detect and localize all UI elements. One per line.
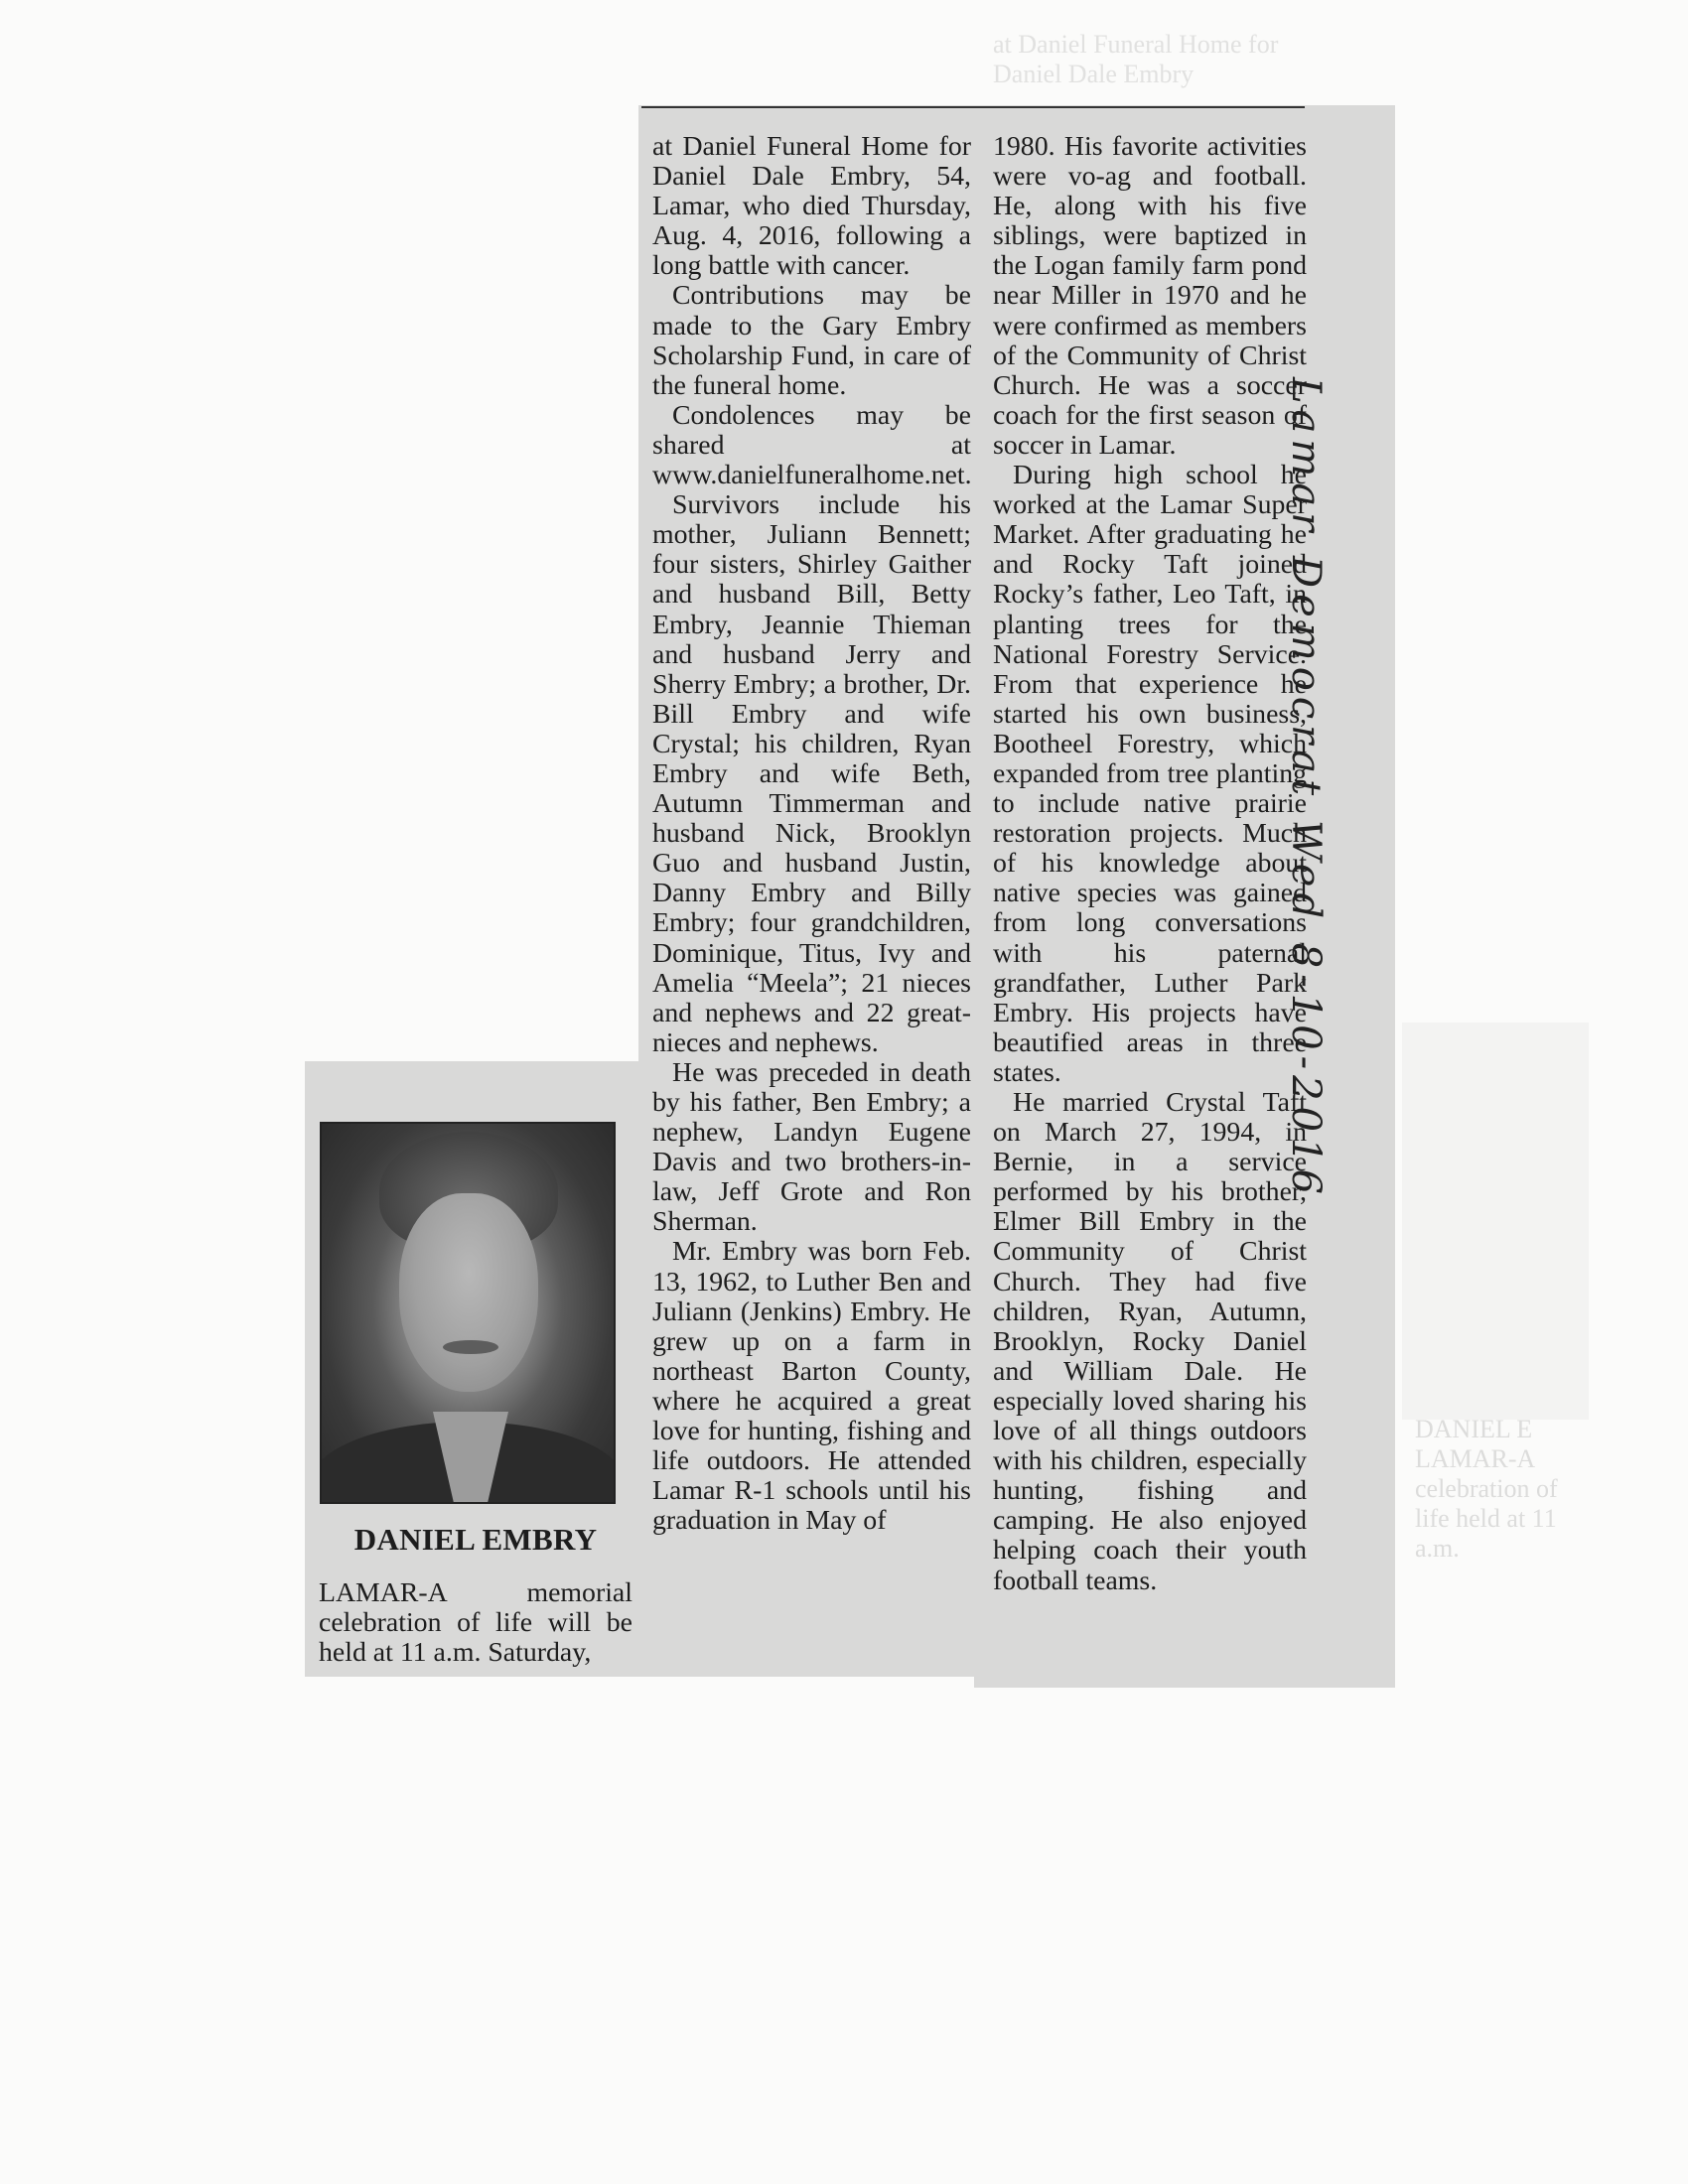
paragraph: He married Crystal Taft on March 27, 1994, in Bernie, in a service performed by his brother, Elmer Bill Embry in the Community of Christ Church. They had five children, Ryan, Autumn, Brooklyn, Rocky Daniel and William Dale. He especially loved sharing his love of all things outdoors with his children, especially hunting, fishing and camping. He also enjoyed helping coach their youth football teams. bbox=[993, 1087, 1307, 1596]
paragraph: Survivors include his mother, Juliann Bennett; four sisters, Shirley Gaither and husband Bill, Betty Embry, Jeannie Thieman and husband Jerry and Sherry Embry; a brother, Dr. Bill Embry and wife Crystal; his children, Ryan Embry and wife Beth, Autumn Timmerman and husband Nick, Brooklyn Guo and husband Justin, Danny Embry and Billy Embry; four grandchildren, Dominique, Titus, Ivy and Amelia “Meela”; 21 nieces and nephews and 22 great-nieces and nephews. bbox=[652, 489, 971, 1058]
paragraph: LAMAR-A memorial celebration of life will be held at 11 a.m. Saturday, bbox=[319, 1577, 633, 1669]
paragraph: Condolences may be shared at www.danielfuneralhome.net. bbox=[652, 399, 972, 491]
paragraph: He was preceded in death by his father, Ben Embry; a nephew, Landyn Eugene Davis and two brothers-in-law, Jeff Grote and Ron Sherman. bbox=[652, 1056, 971, 1238]
obituary-column-2 bbox=[652, 132, 971, 1536]
obituary-column-3 bbox=[993, 132, 1307, 1596]
paragraph: During high school he worked at the Lamar Super Market. After graduating he and Rocky Taft joined Rocky’s father, Leo Taft, in planting trees for the National Forestry Service. From that experience he started his own business, Bootheel Forestry, which expanded from tree planting to include native prairie restoration projects. Much of his knowledge about native species was gained from long conversations with his paternal grandfather, Luther Park Embry. His projects have beautified areas in three states. bbox=[993, 460, 1307, 1088]
portrait-photo-icon bbox=[320, 1122, 616, 1504]
obituary-name-heading: DANIEL EMBRY bbox=[353, 1522, 598, 1557]
paragraph: at Daniel Funeral Home for Daniel Dale Embry, 54, Lamar, who died Thursday, Aug. 4, 2016, following a long battle with cancer. bbox=[652, 131, 971, 282]
bleed-through-box bbox=[1402, 1023, 1589, 1420]
bleed-through-top: at Daniel Funeral Home for Daniel Dale Embry bbox=[993, 30, 1279, 88]
paragraph: 1980. His favorite activities were vo-ag and football. He, along with his five siblings, were baptized in the Logan family farm pond near Miller in 1970 and he were confirmed as members of the Community of Christ Church. He was a soccer coach for the first season of soccer in Lamar. bbox=[993, 131, 1307, 461]
paragraph: Contributions may be made to the Gary Embry Scholarship Fund, in care of the funeral home. bbox=[652, 280, 971, 401]
top-rule bbox=[641, 106, 1305, 108]
paragraph: Mr. Embry was born Feb. 13, 1962, to Luther Ben and Juliann (Jenkins) Embry. He grew up on a farm in northeast Barton County, where he acquired a great love for hunting, fishing and life outdoors. He attended Lamar R-1 schools until his graduation in May of bbox=[652, 1236, 971, 1537]
bleed-through-right: DANIEL E LAMAR-A celebration of life held at 11 a.m. bbox=[1415, 1415, 1558, 1563]
handwritten-annotation: Lamar Democrat Wed 8-10-2016 bbox=[1283, 377, 1329, 1200]
obituary-column-1 bbox=[319, 1578, 633, 1668]
